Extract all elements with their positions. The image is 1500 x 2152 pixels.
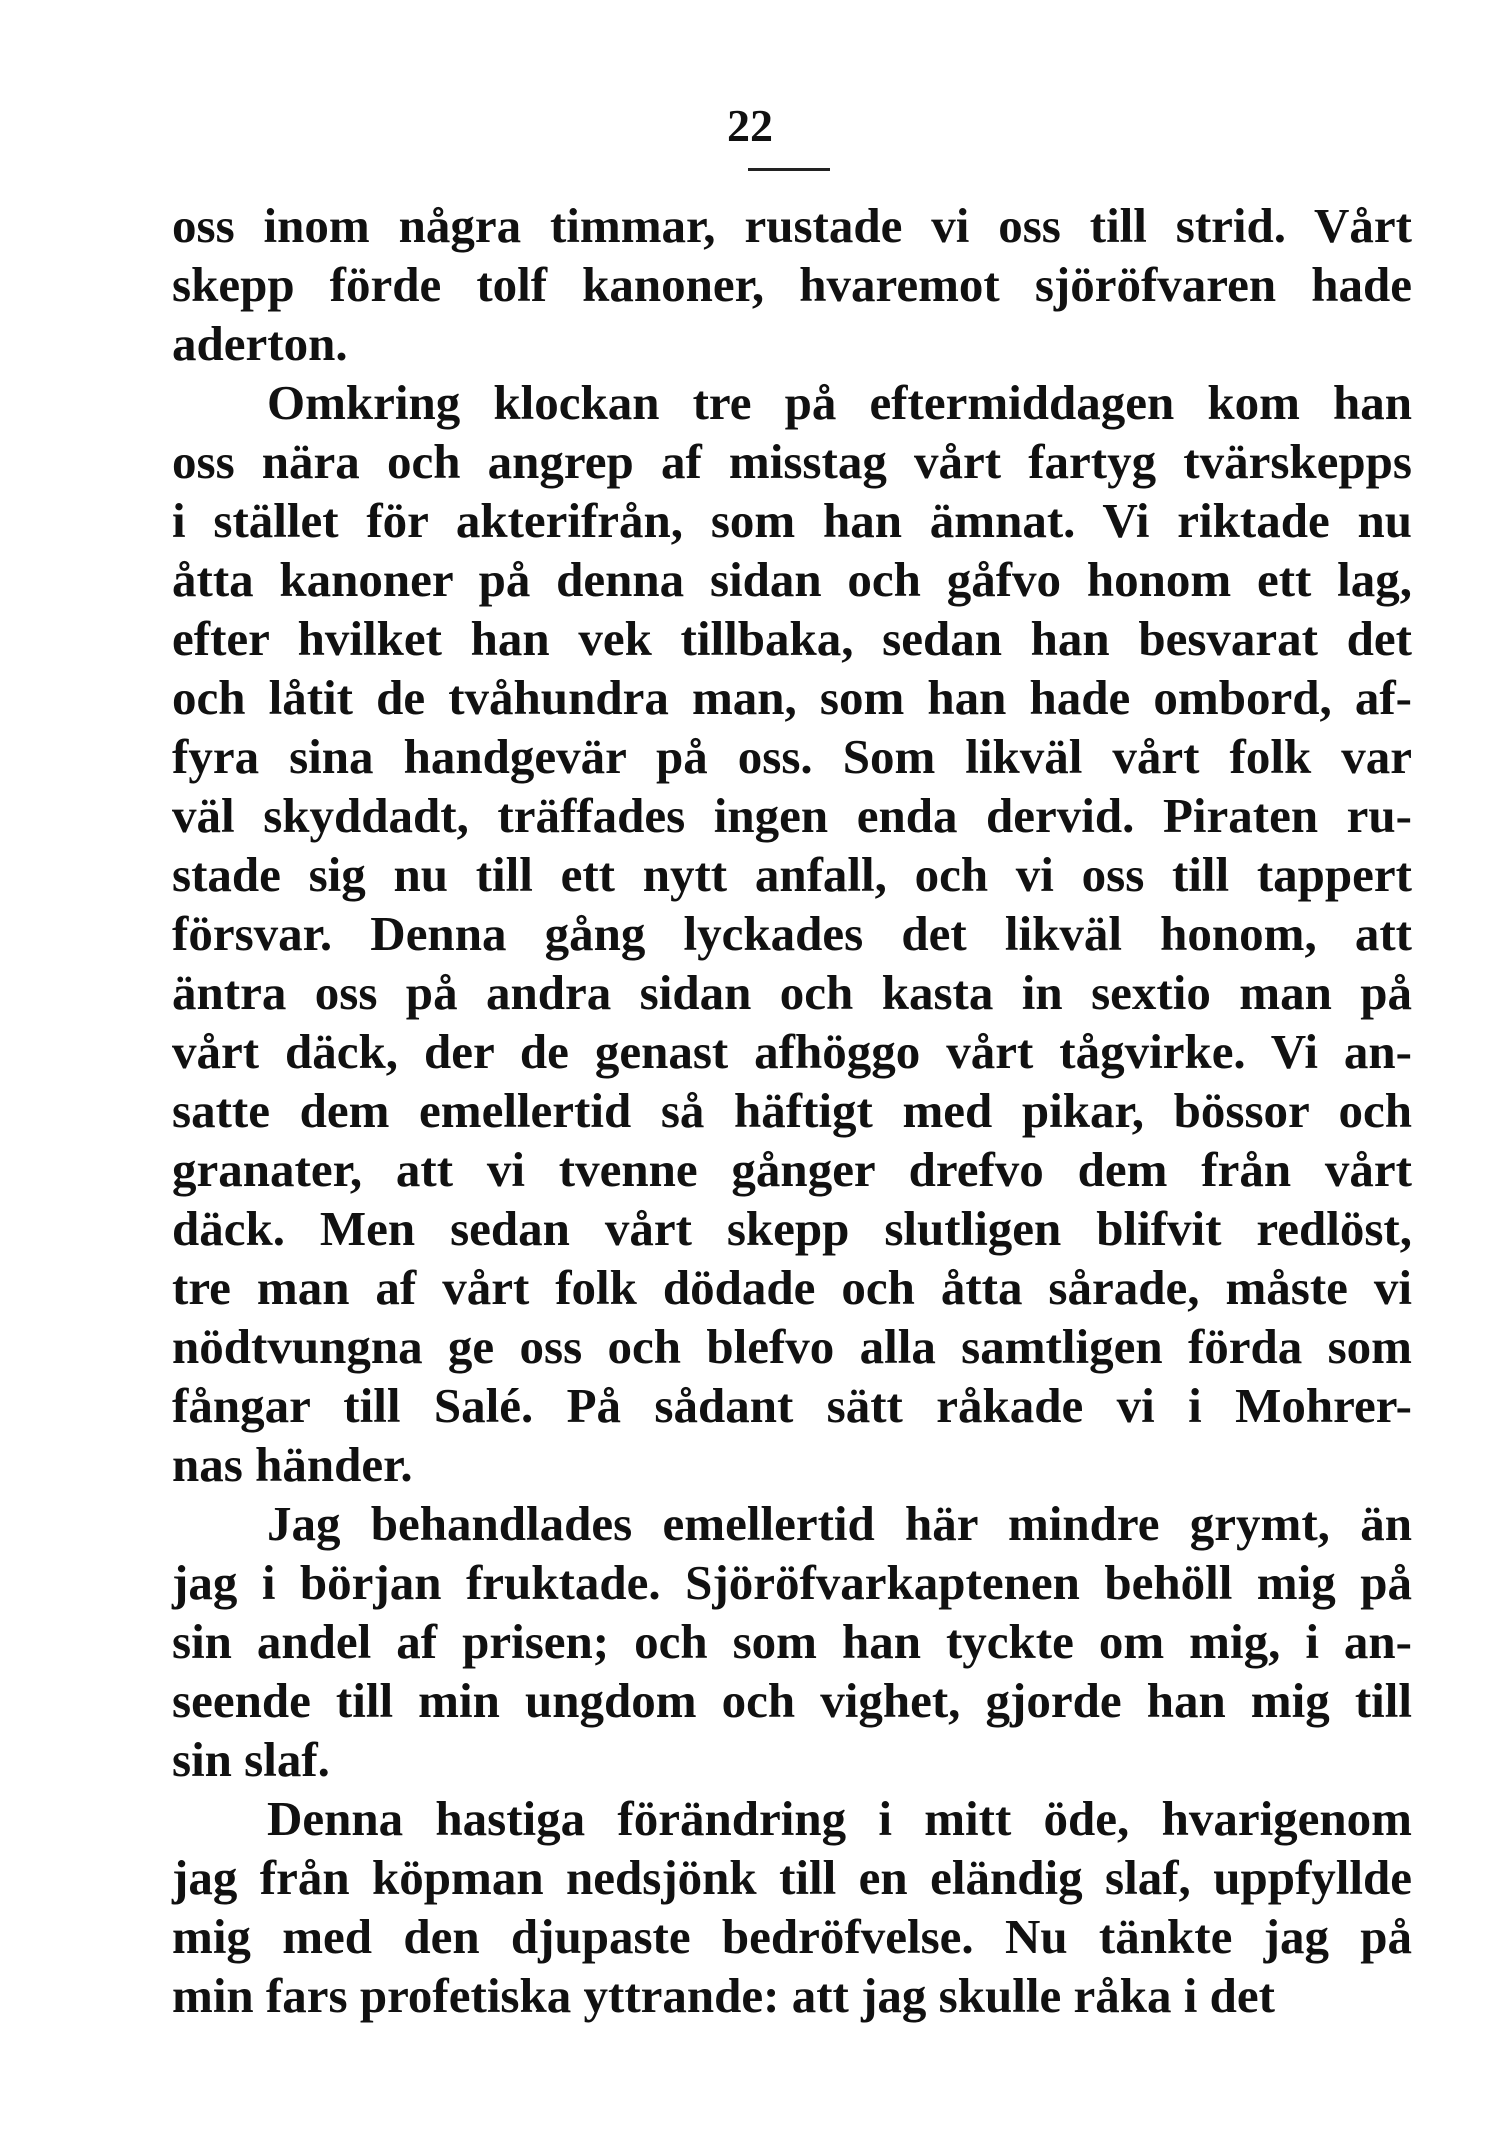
text-line: väl skyddadt, träffades ingen enda dervid. Piraten ru- [172,788,1412,843]
text-line: vårt däck, der de genast afhöggo vårt tågvirke. Vi an- [172,1024,1412,1079]
text-line: sin slaf. [172,1732,330,1787]
page-number: 22 [727,100,773,151]
text-line: nödtvungna ge oss och blefvo alla samtligen förda som [172,1319,1412,1374]
text-line: oss nära och angrep af misstag vårt fartyg tvärskepps [172,434,1412,489]
paragraph [172,1789,1412,2025]
text-line: Denna hastiga förändring i mitt öde, hvarigenom [267,1791,1412,1846]
body-text [172,196,1412,2025]
text-line: däck. Men sedan vårt skepp slutligen blifvit redlöst, [172,1201,1412,1256]
paragraph [172,373,1412,1494]
text-line: satte dem emellertid så häftigt med pikar, bössor och [172,1083,1412,1138]
text-line: stade sig nu till ett nytt anfall, och vi oss till tappert [172,847,1412,902]
page-number-underline [748,168,830,171]
text-line: sin andel af prisen; och som han tyckte om mig, i an- [172,1614,1412,1669]
text-line: mig med den djupaste bedröfvelse. Nu tänkte jag på [172,1909,1412,1964]
paragraph [172,1494,1412,1789]
paragraph [172,196,1412,373]
text-line: seende till min ungdom och vighet, gjorde han mig till [172,1673,1412,1728]
text-line: och låtit de tvåhundra man, som han hade ombord, af- [172,670,1412,725]
text-line: Omkring klockan tre på eftermiddagen kom han [267,375,1412,430]
text-line: aderton. [172,316,348,371]
text-line: nas händer. [172,1437,413,1492]
text-line: jag från köpman nedsjönk till en eländig slaf, uppfyllde [172,1850,1412,1905]
text-line: oss inom några timmar, rustade vi oss till strid. Vårt [172,198,1412,253]
text-line: åtta kanoner på denna sidan och gåfvo honom ett lag, [172,552,1412,607]
text-line: i stället för akterifrån, som han ämnat. Vi riktade nu [172,493,1412,548]
text-line: granater, att vi tvenne gånger drefvo dem från vårt [172,1142,1412,1197]
text-line: efter hvilket han vek tillbaka, sedan han besvarat det [172,611,1412,666]
text-line: min fars profetiska yttrande: att jag skulle råka i det [172,1968,1275,2023]
text-line: fångar till Salé. På sådant sätt råkade vi i Mohrer- [172,1378,1412,1433]
text-line: jag i början fruktade. Sjöröfvarkaptenen behöll mig på [172,1555,1412,1610]
text-line: Jag behandlades emellertid här mindre grymt, än [267,1496,1412,1551]
text-line: äntra oss på andra sidan och kasta in sextio man på [172,965,1412,1020]
text-line: skepp förde tolf kanoner, hvaremot sjöröfvaren hade [172,257,1412,312]
text-line: fyra sina handgevär på oss. Som likväl vårt folk var [172,729,1412,784]
text-line: försvar. Denna gång lyckades det likväl honom, att [172,906,1412,961]
text-line: tre man af vårt folk dödade och åtta sårade, måste vi [172,1260,1412,1315]
